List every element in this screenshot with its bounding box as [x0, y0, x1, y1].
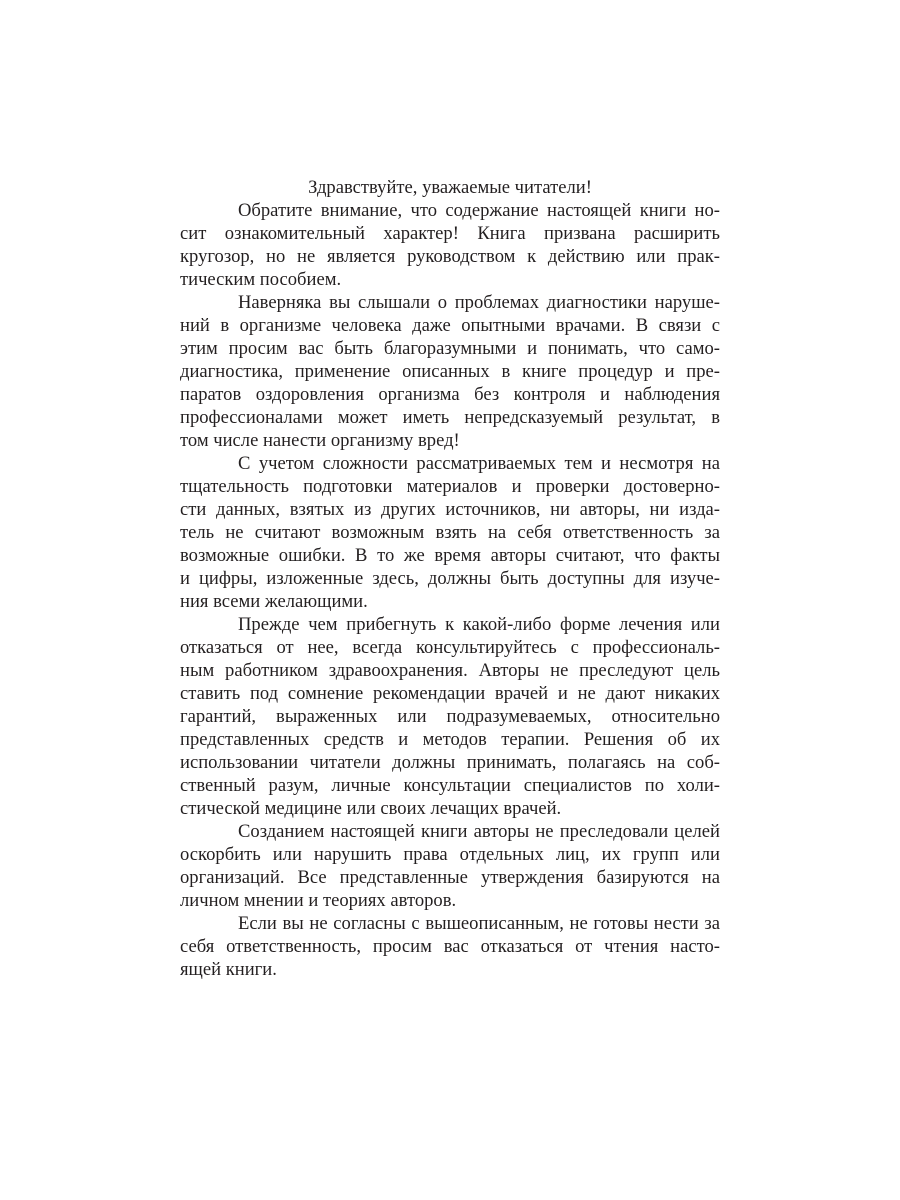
paragraph-line: сит ознакомительный характер! Книга призвана расширить [180, 223, 720, 244]
greeting-heading: Здравствуйте, уважаемые читатели! [308, 177, 592, 198]
paragraph-line: ящей книги. [180, 959, 277, 980]
paragraph-line: отказаться от нее, всегда консультируйтесь с профессиональ- [180, 637, 720, 658]
paragraph-line: ний в организме человека даже опытными врачами. В связи с [180, 315, 720, 336]
paragraph-line: тщательность подготовки материалов и проверки достоверно- [180, 476, 720, 497]
paragraph-line: С учетом сложности рассматриваемых тем и несмотря на [238, 453, 720, 474]
paragraph-line: ставить под сомнение рекомендации врачей и не дают никаких [180, 683, 720, 704]
paragraph-line: Обратите внимание, что содержание настоящей книги но- [238, 200, 720, 221]
paragraph-line: диагностика, применение описанных в книге процедур и пре- [180, 361, 720, 382]
paragraph [180, 912, 720, 981]
paragraph-line: возможные ошибки. В то же время авторы считают, что факты [180, 545, 720, 566]
paragraph [180, 613, 720, 820]
paragraph-line: личном мнении и теориях авторов. [180, 890, 457, 911]
paragraph-line: и цифры, изложенные здесь, должны быть доступны для изуче- [180, 568, 720, 589]
paragraph [180, 820, 720, 912]
paragraph-line: организаций. Все представленные утверждения базируются на [180, 867, 720, 888]
paragraphs-container [180, 199, 720, 981]
paragraph-line: этим просим вас быть благоразумными и понимать, что само- [180, 338, 720, 359]
paragraph-line: ственный разум, личные консультации специалистов по холи- [180, 775, 720, 796]
paragraph-line: гарантий, выраженных или подразумеваемых, относительно [180, 706, 720, 727]
disclaimer-text [180, 176, 720, 981]
paragraph-line: оскорбить или нарушить права отдельных лиц, их групп или [180, 844, 720, 865]
paragraph-line: паратов оздоровления организма без контроля и наблюдения [180, 384, 720, 405]
paragraph-line: Если вы не согласны с вышеописанным, не готовы нести за [238, 913, 720, 934]
paragraph-line: использовании читатели должны принимать, полагаясь на соб- [180, 752, 720, 773]
paragraph [180, 199, 720, 291]
paragraph-line: ния всеми желающими. [180, 591, 368, 612]
paragraph-line: сти данных, взятых из других источников, ни авторы, ни изда- [180, 499, 720, 520]
paragraph-line: тическим пособием. [180, 269, 342, 290]
paragraph-line: стической медицине или своих лечащих врачей. [180, 798, 562, 819]
paragraph-line: Созданием настоящей книги авторы не преследовали целей [238, 821, 720, 842]
paragraph-line: Наверняка вы слышали о проблемах диагностики наруше- [238, 292, 720, 313]
paragraph-line: том числе нанести организму вред! [180, 430, 460, 451]
paragraph-line: представленных средств и методов терапии. Решения об их [180, 729, 720, 750]
paragraph [180, 291, 720, 452]
paragraph-line: Прежде чем прибегнуть к какой-либо форме лечения или [238, 614, 720, 635]
paragraph-line: профессионалами может иметь непредсказуемый результат, в [180, 407, 720, 428]
paragraph-line: тель не считают возможным взять на себя ответственность за [180, 522, 720, 543]
paragraph-line: кругозор, но не является руководством к действию или прак- [180, 246, 720, 267]
paragraph-line: себя ответственность, просим вас отказаться от чтения насто- [180, 936, 720, 957]
paragraph [180, 452, 720, 613]
paragraph-line: ным работником здравоохранения. Авторы не преследуют цель [180, 660, 720, 681]
